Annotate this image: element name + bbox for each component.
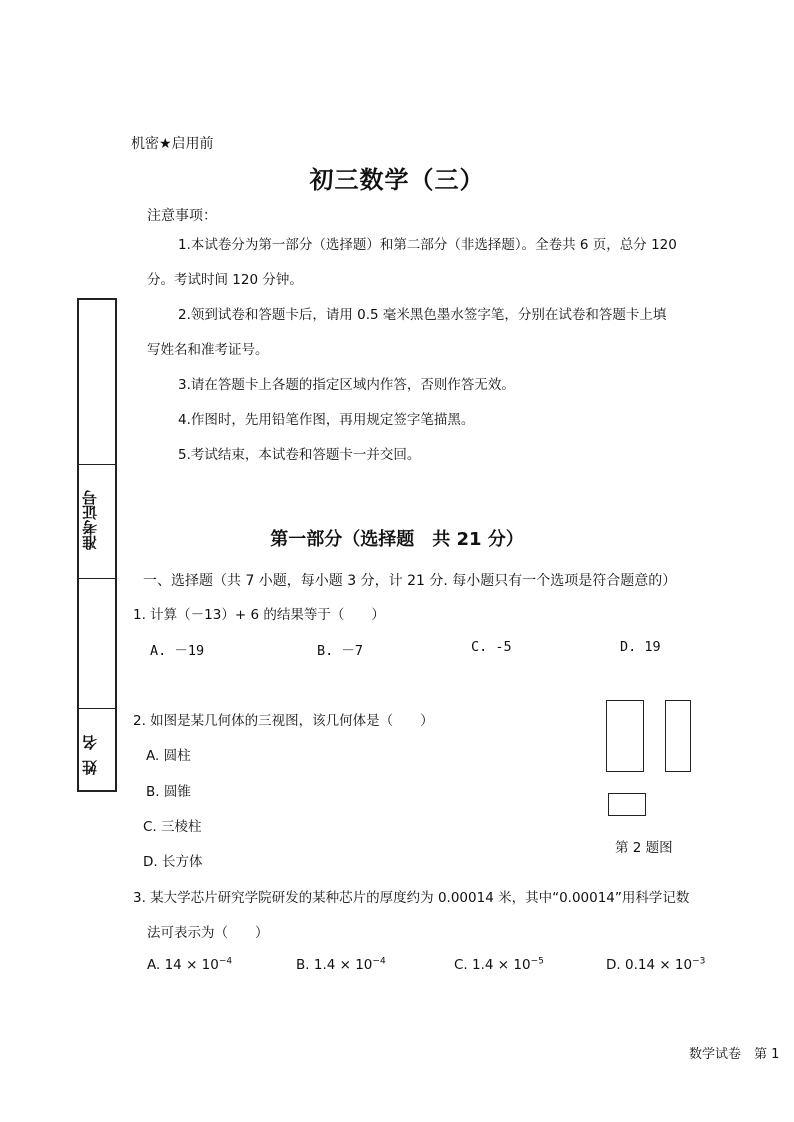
question-3-stem-line1: 3. 某大学芯片研究学院研发的某种芯片的厚度约为 0.00014 米，其中“0.00014”用科学记数 — [133, 890, 690, 906]
q3-option-c-exponent: −5 — [530, 956, 544, 967]
question-2-stem: 2. 如图是某几何体的三视图，该几何体是（ ） — [133, 713, 434, 729]
q3-option-a-base: 14 × 10 — [164, 957, 219, 973]
sidebar-divider — [79, 464, 115, 465]
notes-heading: 注意事项： — [147, 208, 217, 224]
part1-title: 第一部分（选择题 共 21 分） — [270, 529, 524, 550]
confidential-label: 机密★启用前 — [131, 136, 214, 152]
note-item-4: 4.作图时，先用铅笔作图，再用规定签字笔描黑。 — [178, 412, 475, 428]
q3-option-b — [296, 957, 386, 973]
note-item-5: 5.考试结束，本试卷和答题卡一并交回。 — [178, 447, 421, 463]
q2-option-a: A. 圆柱 — [146, 748, 191, 764]
q3-option-a-prefix: A. — [147, 957, 161, 973]
q3-option-c-prefix: C. — [454, 957, 468, 973]
name-label: 姓名 — [81, 725, 99, 775]
q1-option-d: D. 19 — [620, 639, 661, 655]
exam-id-label: 准考证号 — [81, 490, 99, 550]
note-item-3: 3.请在答题卡上各题的指定区域内作答，否则作答无效。 — [178, 377, 515, 393]
page-footer: 数学试卷 第 1 — [689, 1047, 780, 1062]
q2-option-d: D. 长方体 — [143, 854, 203, 870]
question-1-stem: 1. 计算（－13）+ 6 的结果等于（ ） — [133, 607, 385, 623]
exam-title: 初三数学（三） — [309, 166, 485, 194]
q2-option-c: C. 三棱柱 — [143, 819, 202, 835]
section-heading: 一、选择题（共 7 小题，每小题 3 分，计 21 分. 每小题只有一个选项是符合题意的） — [143, 573, 677, 589]
question-3-stem-line2: 法可表示为（ ） — [147, 925, 269, 941]
q1-option-c: C. -5 — [471, 639, 512, 655]
q3-option-b-base: 1.4 × 10 — [313, 957, 373, 973]
q3-option-c-base: 1.4 × 10 — [472, 957, 531, 973]
note-item-1-line2: 分。考试时间 120 分钟。 — [147, 272, 303, 288]
q3-option-d-exponent: −3 — [692, 956, 706, 967]
q3-option-a — [147, 957, 232, 973]
front-view-rectangle — [606, 700, 644, 772]
q3-option-b-prefix: B. — [296, 957, 310, 973]
q3-option-c — [454, 957, 544, 973]
side-view-rectangle — [665, 700, 691, 772]
q1-option-a: A. －19 — [150, 643, 205, 659]
sidebar-divider — [79, 578, 115, 579]
q3-option-b-exponent: −4 — [372, 956, 386, 967]
note-item-2-line2: 写姓名和准考证号。 — [147, 342, 269, 358]
q3-option-d-prefix: D. — [606, 957, 621, 973]
note-item-2-line1: 2.领到试卷和答题卡后，请用 0.5 毫米黑色墨水签字笔，分别在试卷和答题卡上填 — [178, 307, 667, 323]
q1-option-b: B. －7 — [317, 643, 364, 659]
figure-caption: 第 2 题图 — [615, 840, 673, 856]
q3-option-d — [606, 957, 705, 973]
note-item-1-line1: 1.本试卷分为第一部分（选择题）和第二部分（非选择题）。全卷共 6 页，总分 120 — [178, 237, 677, 253]
sidebar-divider — [79, 708, 115, 709]
q2-option-b: B. 圆锥 — [146, 784, 191, 800]
q3-option-d-base: 0.14 × 10 — [624, 957, 693, 973]
q3-option-a-exponent: −4 — [218, 956, 233, 967]
top-view-rectangle — [608, 793, 646, 816]
